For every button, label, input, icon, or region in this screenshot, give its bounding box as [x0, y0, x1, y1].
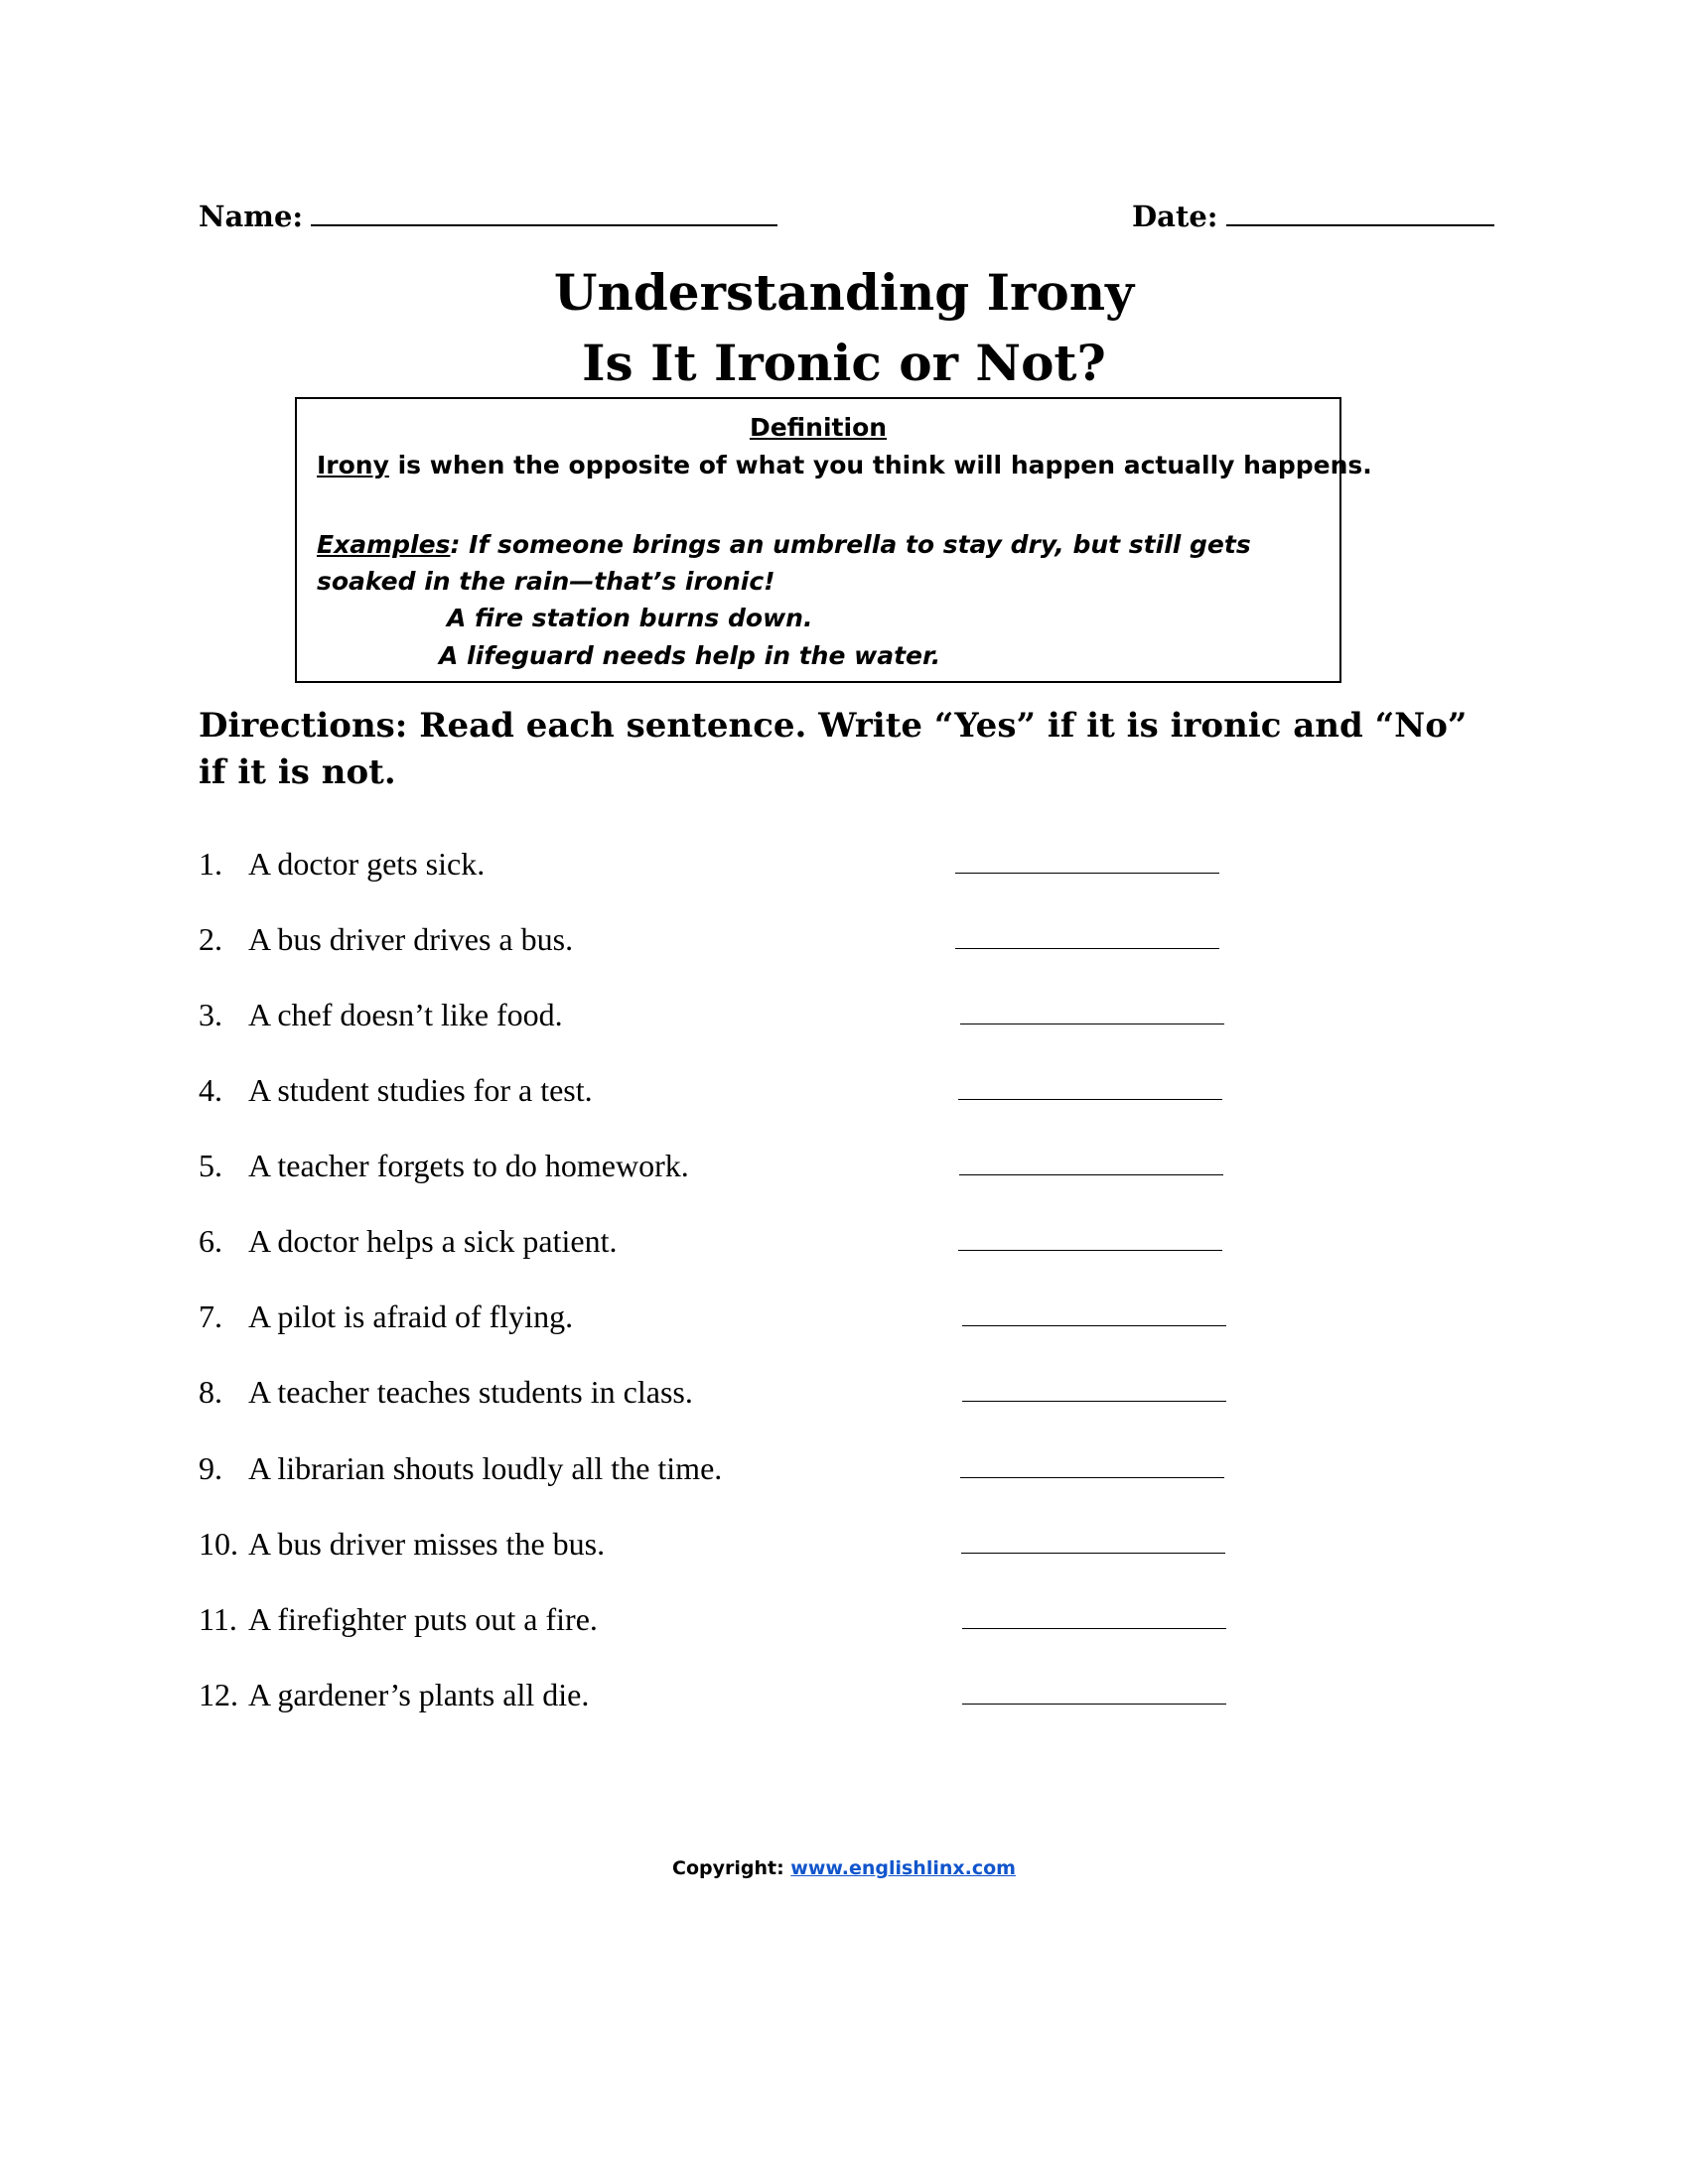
- directions: Directions: Read each sentence. Write “Yes” if it is ironic and “No” if it is not.: [199, 706, 1468, 792]
- question-text: A doctor gets sick.: [248, 846, 486, 882]
- question-text: A firefighter puts out a fire.: [248, 1601, 598, 1637]
- date-blank-line[interactable]: [1226, 197, 1494, 226]
- question-number: 11.: [199, 1601, 237, 1637]
- answer-blank-line[interactable]: [959, 1174, 1223, 1175]
- question-item: [199, 1372, 693, 1412]
- answer-blank-line[interactable]: [958, 1099, 1222, 1100]
- definition-heading: Definition: [749, 413, 888, 442]
- definition-text: [317, 449, 1372, 482]
- question-number: 7.: [199, 1298, 222, 1334]
- answer-blank-line[interactable]: [962, 1325, 1226, 1326]
- question-number: 2.: [199, 921, 222, 957]
- example-1-text: : If someone brings an umbrella to stay dry, but still gets soaked in the rain—that’s ironic!: [317, 530, 1251, 596]
- question-item: [199, 1297, 573, 1336]
- name-blank-line[interactable]: [311, 197, 777, 226]
- question-text: A chef doesn’t like food.: [248, 997, 563, 1032]
- copyright-link[interactable]: www.englishlinx.com: [790, 1857, 1016, 1879]
- question-text: A gardener’s plants all die.: [248, 1677, 590, 1712]
- question-text: A teacher forgets to do homework.: [248, 1148, 689, 1183]
- question-text: A pilot is afraid of flying.: [248, 1298, 574, 1334]
- question-text: A bus driver drives a bus.: [248, 921, 574, 957]
- copyright-footer: [0, 1854, 1688, 1882]
- question-item: [199, 1599, 598, 1639]
- question-item: [199, 1675, 589, 1714]
- example-3: A lifeguard needs help in the water.: [439, 641, 941, 670]
- question-number: 6.: [199, 1223, 222, 1259]
- date-field: [1132, 197, 1494, 236]
- definition-body: is when the opposite of what you think will happen actually happens.: [388, 451, 1372, 479]
- question-item: [199, 844, 485, 884]
- question-number: 10.: [199, 1526, 238, 1562]
- answer-blank-line[interactable]: [958, 1250, 1222, 1251]
- answer-blank-line[interactable]: [962, 1704, 1226, 1705]
- question-text: A doctor helps a sick patient.: [248, 1223, 618, 1259]
- answer-blank-line[interactable]: [962, 1401, 1226, 1402]
- definition-box: [295, 397, 1372, 683]
- question-item: [199, 1524, 605, 1564]
- question-text: A student studies for a test.: [248, 1072, 593, 1108]
- question-number: 1.: [199, 846, 222, 882]
- examples-label: Examples: [317, 530, 451, 559]
- question-number: 4.: [199, 1072, 222, 1108]
- question-text: A bus driver misses the bus.: [248, 1526, 606, 1562]
- page-title: Understanding Irony: [553, 263, 1135, 322]
- answer-blank-line[interactable]: [960, 1477, 1224, 1478]
- definition-term: Irony: [317, 451, 389, 479]
- name-label: Name:: [199, 200, 304, 233]
- question-item: [199, 1221, 617, 1261]
- question-text: A librarian shouts loudly all the time.: [248, 1450, 723, 1486]
- question-item: [199, 1146, 689, 1185]
- question-number: 12.: [199, 1677, 238, 1712]
- copyright-label: Copyright:: [672, 1857, 791, 1879]
- question-item: [199, 1070, 593, 1110]
- example-1: [317, 526, 1320, 600]
- answer-blank-line[interactable]: [955, 873, 1219, 874]
- example-2: A fire station burns down.: [447, 604, 813, 632]
- question-item: [199, 919, 573, 959]
- question-text: A teacher teaches students in class.: [248, 1374, 693, 1410]
- name-field: [199, 197, 777, 236]
- question-number: 3.: [199, 997, 222, 1032]
- page-subtitle: Is It Ironic or Not?: [582, 334, 1106, 392]
- question-number: 5.: [199, 1148, 222, 1183]
- date-label: Date:: [1132, 200, 1218, 233]
- answer-blank-line[interactable]: [962, 1628, 1226, 1629]
- answer-blank-line[interactable]: [955, 948, 1219, 949]
- question-item: [199, 995, 563, 1034]
- answer-blank-line[interactable]: [961, 1553, 1225, 1554]
- question-number: 8.: [199, 1374, 222, 1410]
- question-number: 9.: [199, 1450, 222, 1486]
- question-item: [199, 1448, 722, 1488]
